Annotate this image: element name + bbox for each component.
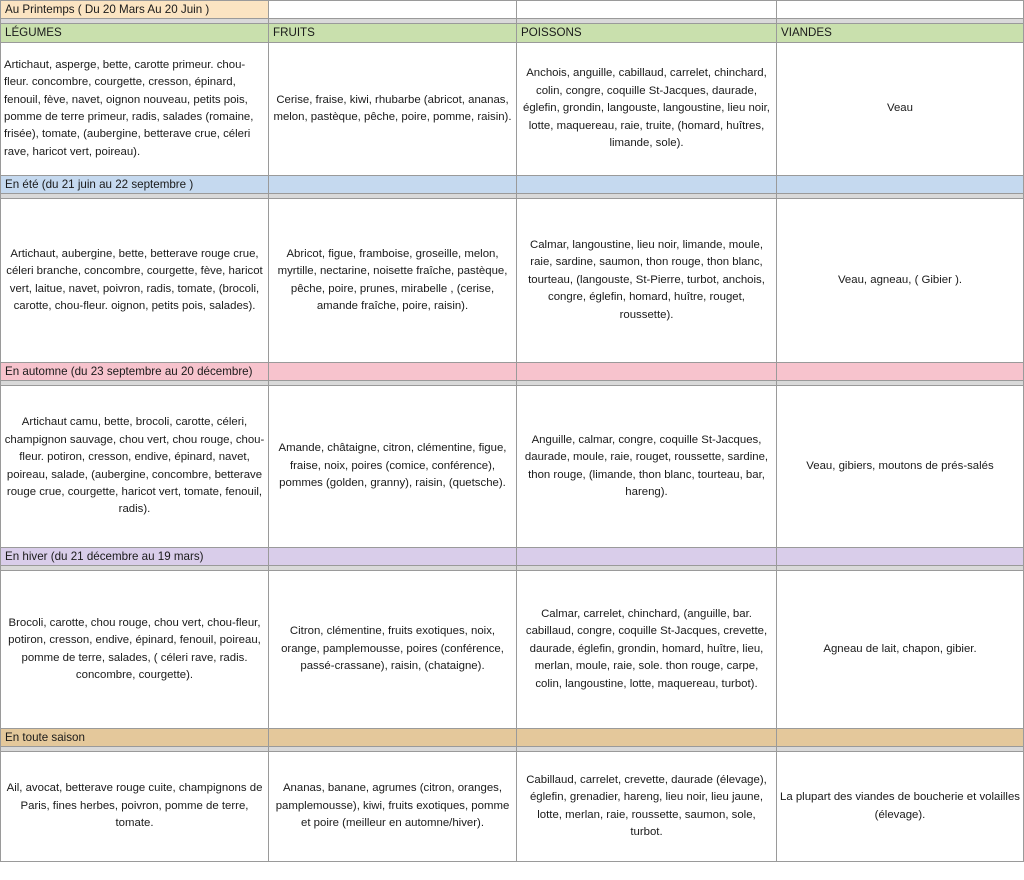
- cell-legumes[interactable]: Ail, avocat, betterave rouge cuite, champignons de Paris, fines herbes, poivron, pomme de terre, tomate.: [1, 752, 269, 862]
- column-header-row: [1, 24, 1024, 43]
- cell-fruits[interactable]: Ananas, banane, agrumes (citron, oranges, pamplemousse), kiwi, fruits exotiques, pomme et poire (meilleur en automne/hiver).: [269, 752, 517, 862]
- cell-legumes[interactable]: Artichaut, aubergine, bette, betterave rouge crue, céleri branche, concombre, courgette, fève, haricot vert, laitue, navet, poivron, radis, tomate, (brocoli, carotte, chou-fleur. oignon, petits pois, salades).: [1, 199, 269, 363]
- empty-cell[interactable]: [269, 1, 517, 19]
- empty-cell[interactable]: [269, 729, 517, 747]
- empty-cell[interactable]: [517, 363, 777, 381]
- empty-cell[interactable]: [517, 548, 777, 566]
- column-header-viandes[interactable]: VIANDES: [777, 24, 1024, 43]
- content-row-winter: [1, 571, 1024, 729]
- season-title[interactable]: En hiver (du 21 décembre au 19 mars): [1, 548, 269, 566]
- content-row-summer: [1, 199, 1024, 363]
- content-row-spring: [1, 43, 1024, 176]
- cell-legumes[interactable]: Brocoli, carotte, chou rouge, chou vert, chou-fleur, potiron, cresson, endive, épinard, fenouil, poireau, pomme de terre, salades, ( céleri rave, radis. concombre, courgette).: [1, 571, 269, 729]
- cell-viandes[interactable]: Veau, gibiers, moutons de prés-salés: [777, 386, 1024, 548]
- content-row-autumn: [1, 386, 1024, 548]
- cell-legumes[interactable]: Artichaut camu, bette, brocoli, carotte, céleri, champignon sauvage, chou vert, chou rouge, chou-fleur. potiron, cresson, endive, épinard, navet, poireau, salade, (aubergine, concombre, betterave rouge crue, courgette, haricot vert, tomate, fenouil, radis).: [1, 386, 269, 548]
- cell-fruits[interactable]: Citron, clémentine, fruits exotiques, noix, orange, pamplemousse, poires (conférence, passé-crassane), raisin, (chataigne).: [269, 571, 517, 729]
- cell-viandes[interactable]: Veau, agneau, ( Gibier ).: [777, 199, 1024, 363]
- cell-poissons[interactable]: Cabillaud, carrelet, crevette, daurade (élevage), églefin, grenadier, hareng, lieu noir, lieu jaune, lotte, merlan, raie, roussette, saumon, sole, turbot.: [517, 752, 777, 862]
- season-title[interactable]: En toute saison: [1, 729, 269, 747]
- empty-cell[interactable]: [269, 363, 517, 381]
- empty-cell[interactable]: [517, 729, 777, 747]
- empty-cell[interactable]: [269, 548, 517, 566]
- cell-viandes[interactable]: Veau: [777, 43, 1024, 176]
- cell-viandes[interactable]: La plupart des viandes de boucherie et volailles (élevage).: [777, 752, 1024, 862]
- season-row-autumn: [1, 363, 1024, 381]
- cell-viandes[interactable]: Agneau de lait, chapon, gibier.: [777, 571, 1024, 729]
- season-title[interactable]: Au Printemps ( Du 20 Mars Au 20 Juin ): [1, 1, 269, 19]
- cell-poissons[interactable]: Anchois, anguille, cabillaud, carrelet, chinchard, colin, congre, coquille St-Jacques, daurade, églefin, grondin, langouste, langoustine, lieu noir, lotte, maquereau, raie, truite, (homard, huîtres, limande, sole).: [517, 43, 777, 176]
- season-row-winter: [1, 548, 1024, 566]
- cell-fruits[interactable]: Amande, châtaigne, citron, clémentine, figue, fraise, noix, poires (comice, conférence), pommes (golden, granny), raisin, (quetsche).: [269, 386, 517, 548]
- empty-cell[interactable]: [777, 176, 1024, 194]
- column-header-poissons[interactable]: POISSONS: [517, 24, 777, 43]
- empty-cell[interactable]: [269, 176, 517, 194]
- cell-fruits[interactable]: Cerise, fraise, kiwi, rhubarbe (abricot, ananas, melon, pastèque, pêche, poire, pomme, raisin).: [269, 43, 517, 176]
- season-title[interactable]: En été (du 21 juin au 22 septembre ): [1, 176, 269, 194]
- season-row-all-year: [1, 729, 1024, 747]
- empty-cell[interactable]: [777, 548, 1024, 566]
- cell-legumes[interactable]: Artichaut, asperge, bette, carotte primeur. chou-fleur. concombre, courgette, cresson, épinard, fenouil, fève, navet, oignon nouveau, petits pois, pomme de terre primeur, radis, salades (romaine, frisée), tomate, (aubergine, betterave crue, céleri rave, haricot vert, poireau).: [1, 43, 269, 176]
- cell-poissons[interactable]: Calmar, langoustine, lieu noir, limande, moule, raie, sardine, saumon, thon rouge, thon blanc, tourteau, (langouste, St-Pierre, turbot, anchois, congre, églefin, homard, huître, rouget, roussette).: [517, 199, 777, 363]
- empty-cell[interactable]: [777, 1, 1024, 19]
- empty-cell[interactable]: [517, 176, 777, 194]
- empty-cell[interactable]: [777, 363, 1024, 381]
- season-title[interactable]: En automne (du 23 septembre au 20 décembre): [1, 363, 269, 381]
- season-row-summer: [1, 176, 1024, 194]
- column-header-fruits[interactable]: FRUITS: [269, 24, 517, 43]
- season-row-spring: [1, 1, 1024, 19]
- cell-poissons[interactable]: Anguille, calmar, congre, coquille St-Jacques, daurade, moule, raie, rouget, roussette, sardine, thon rouge, (limande, thon blanc, tourteau, bar, hareng).: [517, 386, 777, 548]
- cell-poissons[interactable]: Calmar, carrelet, chinchard, (anguille, bar. cabillaud, congre, coquille St-Jacques, crevette, daurade, églefin, grondin, homard, huître, lieu, merlan, moule, raie, sole. thon rouge, carpe, colin, langoustine, lotte, maquereau, turbot).: [517, 571, 777, 729]
- cell-fruits[interactable]: Abricot, figue, framboise, groseille, melon, myrtille, nectarine, noisette fraîche, pastèque, pêche, poire, prunes, mirabelle , (cerise, amande fraîche, poire, raisin).: [269, 199, 517, 363]
- empty-cell[interactable]: [777, 729, 1024, 747]
- empty-cell[interactable]: [517, 1, 777, 19]
- column-header-legumes[interactable]: LÉGUMES: [1, 24, 269, 43]
- content-row-all-year: [1, 752, 1024, 862]
